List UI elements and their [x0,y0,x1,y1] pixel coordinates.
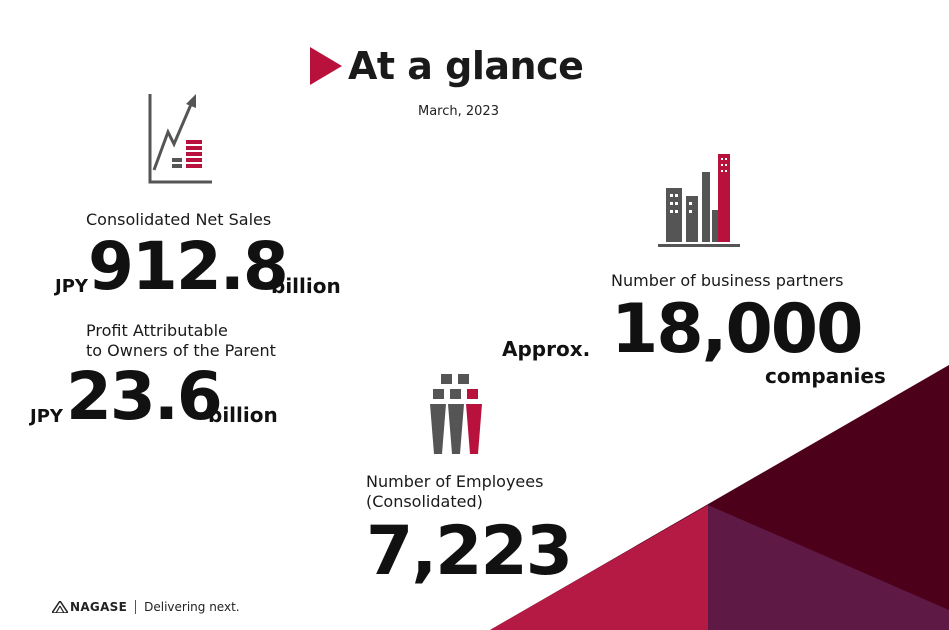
profit-suffix: billion [208,403,278,427]
partners-prefix: Approx. [502,337,591,361]
city-buildings-icon [658,152,740,248]
title-arrow-icon [310,47,342,85]
employees-label-line2: (Consolidated) [366,492,483,511]
footer-divider [135,600,136,614]
rising-sales-chart-icon [146,92,214,186]
employees-label-line1: Number of Employees [366,472,544,491]
profit-label-line2: to Owners of the Parent [86,341,276,360]
profit-value: 23.6 [66,358,221,435]
partners-value: 18,000 [611,290,862,369]
profit-label-line1: Profit Attributable [86,321,228,340]
partners-label: Number of business partners [611,271,844,290]
partners-suffix: companies [765,364,886,388]
tagline: Delivering next. [144,600,240,614]
title-text: At a glance [348,44,584,88]
sales-label: Consolidated Net Sales [86,210,272,229]
nagase-logo [52,600,127,614]
sales-prefix: JPY [55,276,88,297]
people-group-icon [428,374,484,456]
page-title [310,44,583,88]
brand-name: NAGASE [70,600,128,614]
footer [52,600,240,614]
sales-value: 912.8 [88,228,287,305]
sales-suffix: billion [271,274,341,298]
employees-value: 7,223 [366,512,572,591]
profit-prefix: JPY [30,406,63,427]
date-label: March, 2023 [418,104,499,119]
nagase-logo-icon [52,601,68,613]
